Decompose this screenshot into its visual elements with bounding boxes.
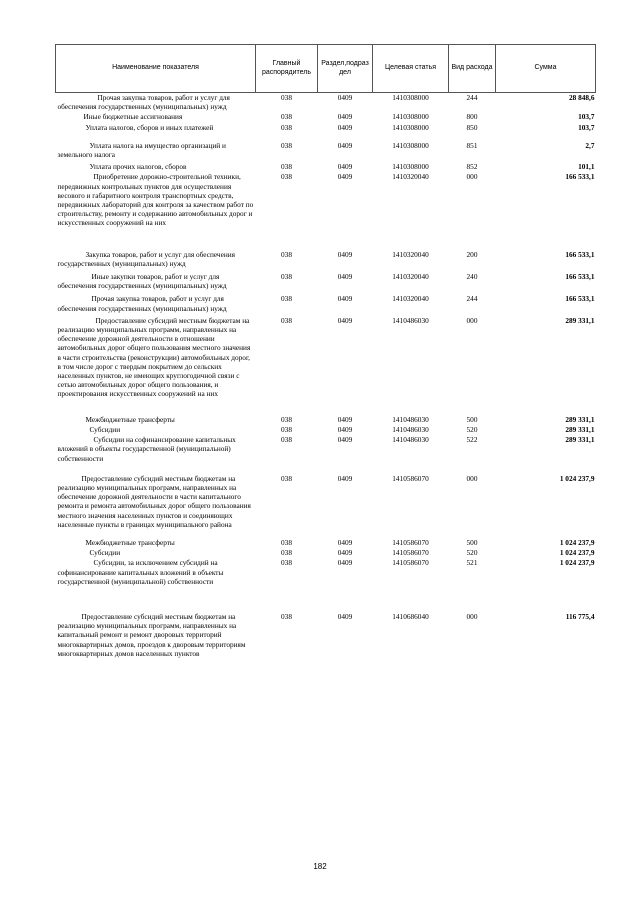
cell-sum: 103,7 [578, 122, 595, 132]
col-header-article: Целевая статья [373, 45, 449, 93]
row-name: Межбюджетные трансферты [85, 414, 175, 424]
cell-section: 0409 [337, 435, 353, 445]
table-row [56, 123, 596, 141]
cell-article: 1410320040 [392, 272, 429, 282]
table-row [56, 474, 596, 538]
row-name: Субсидии на софинансирование капитальных вложений в объекты государственной (муниципальной) собственности [57, 435, 236, 463]
cell-admin: 038 [281, 315, 292, 325]
cell-kind: 000 [466, 611, 478, 621]
cell-sum: 1 024 237,9 [559, 548, 595, 558]
cell-sum: 103,7 [578, 112, 595, 122]
cell-section: 0409 [337, 537, 353, 547]
budget-table [55, 44, 596, 658]
row-name: Уплата налога на имущество организаций и земельного налога [57, 140, 226, 160]
cell-admin: 038 [281, 249, 292, 259]
cell-kind: 240 [466, 272, 478, 282]
col-header-admin: Главный распорядитель [256, 45, 318, 93]
row-name: Уплата прочих налогов, сборов [89, 162, 187, 172]
table-row [56, 612, 596, 658]
cell-admin: 038 [281, 435, 292, 445]
table-row [56, 250, 596, 272]
table-row [56, 538, 596, 548]
cell-section: 0409 [337, 122, 353, 132]
cell-admin: 038 [281, 558, 292, 568]
table-row [56, 294, 596, 315]
cell-sum: 101,1 [578, 162, 595, 172]
cell-section: 0409 [337, 249, 353, 259]
cell-article: 1410586070 [392, 558, 429, 568]
cell-section: 0409 [337, 294, 353, 304]
table-row [56, 558, 596, 612]
cell-article: 1410308000 [392, 162, 429, 172]
cell-admin: 038 [281, 611, 292, 621]
cell-section: 0409 [337, 558, 353, 568]
cell-kind: 500 [466, 414, 478, 424]
cell-kind: 851 [466, 140, 478, 150]
cell-sum: 289 331,1 [565, 414, 595, 424]
cell-kind: 852 [466, 162, 478, 172]
cell-article: 1410308000 [392, 140, 429, 150]
cell-section: 0409 [337, 93, 353, 102]
cell-admin: 038 [281, 93, 292, 102]
cell-sum: 166 533,1 [565, 172, 595, 182]
cell-sum: 289 331,1 [565, 424, 595, 434]
row-name: Предоставление субсидий местным бюджетам на реализацию муниципальных программ, направленных на обеспечение дорожной деятельности в отношении автомобильных дорог общего пользования местного значения в части строительства (реконструкции) автомобильных дорог, в том числе дорог с твердым покрытием до сельских населенных пунктов, не имеющих круглогодичной связи с сетью автомобильных дорог общего пользования, и проектирования искусственных сооружений на них [57, 315, 251, 399]
cell-admin: 038 [281, 424, 292, 434]
col-header-kind: Вид расхода [449, 45, 496, 93]
cell-kind: 800 [466, 112, 478, 122]
cell-article: 1410486030 [392, 315, 429, 325]
cell-kind: 244 [466, 294, 478, 304]
cell-kind: 520 [466, 424, 478, 434]
cell-sum: 166 533,1 [565, 249, 595, 259]
cell-sum: 2,7 [585, 140, 595, 150]
table-row [56, 141, 596, 162]
cell-admin: 038 [281, 294, 292, 304]
cell-sum: 166 533,1 [565, 294, 595, 304]
cell-admin: 038 [281, 548, 292, 558]
cell-admin: 038 [281, 172, 292, 182]
cell-article: 1410486030 [392, 424, 429, 434]
cell-admin: 038 [281, 414, 292, 424]
table-row [56, 548, 596, 558]
row-name: Иные бюджетные ассигнования [83, 112, 183, 122]
cell-article: 1410320040 [392, 172, 429, 182]
cell-kind: 520 [466, 548, 478, 558]
row-name: Предоставление субсидий местным бюджетам на реализацию муниципальных программ, направленных на обеспечение дорожной деятельности в части капитального ремонта и ремонта автомобильных дорог общего пользования местного значения населенных пунктов и соединяющих населенные пункты в границах муниципального района [57, 473, 251, 529]
cell-section: 0409 [337, 140, 353, 150]
row-name: Прочая закупка товаров, работ и услуг для обеспечения государственных (муниципальных) нужд [57, 294, 227, 313]
cell-article: 1410586070 [392, 548, 429, 558]
row-name: Приобретение дорожно-строительной техники, передвижных контрольных пунктов для осуществления весового и габаритного контроля транспортных средств, передвижных лабораторий для контроля за качеством работ по строительству, ремонту и содержанию автомобильных дорог и искусственных сооружений на них [57, 172, 254, 228]
table-row [56, 425, 596, 435]
col-header-name: Наименование показателя [56, 45, 256, 93]
cell-article: 1410586070 [392, 537, 429, 547]
cell-kind: 200 [466, 249, 478, 259]
cell-kind: 000 [466, 172, 478, 182]
cell-kind: 000 [466, 315, 478, 325]
cell-article: 1410320040 [392, 294, 429, 304]
table-header-row [56, 45, 596, 93]
col-header-section: Раздел,подраз дел [318, 45, 373, 93]
row-name: Межбюджетные трансферты [85, 537, 175, 547]
cell-article: 1410320040 [392, 249, 429, 259]
cell-kind: 244 [466, 93, 478, 102]
cell-article: 1410486030 [392, 435, 429, 445]
cell-section: 0409 [337, 172, 353, 182]
row-name: Уплата налогов, сборов и иных платежей [85, 122, 214, 132]
table-row [56, 112, 596, 122]
cell-sum: 1 024 237,9 [559, 558, 595, 568]
table-row [56, 93, 596, 113]
cell-section: 0409 [337, 162, 353, 172]
cell-sum: 289 331,1 [565, 435, 595, 445]
cell-kind: 521 [466, 558, 478, 568]
row-name: Закупка товаров, работ и услуг для обеспечения государственных (муниципальных) нужд [57, 249, 235, 268]
cell-sum: 28 848,6 [568, 93, 595, 102]
cell-kind: 500 [466, 537, 478, 547]
cell-article: 1410486030 [392, 414, 429, 424]
cell-section: 0409 [337, 272, 353, 282]
table-row [56, 435, 596, 474]
cell-article: 1410308000 [392, 112, 429, 122]
cell-section: 0409 [337, 424, 353, 434]
cell-kind: 000 [466, 473, 478, 483]
table-row [56, 415, 596, 425]
col-header-sum: Сумма [496, 45, 596, 93]
cell-article: 1410308000 [392, 122, 429, 132]
cell-sum: 116 775,4 [565, 611, 595, 621]
cell-kind: 522 [466, 435, 478, 445]
row-name: Иные закупки товаров, работ и услуг для обеспечения государственных (муниципальных) нужд [57, 272, 227, 291]
cell-sum: 289 331,1 [565, 315, 595, 325]
cell-admin: 038 [281, 473, 292, 483]
table-row [56, 172, 596, 249]
cell-article: 1410586070 [392, 473, 429, 483]
cell-admin: 038 [281, 122, 292, 132]
cell-article: 1410308000 [392, 93, 429, 102]
budget-table-page [55, 44, 595, 658]
cell-section: 0409 [337, 414, 353, 424]
table-row [56, 272, 596, 294]
row-name: Субсидии [89, 424, 121, 434]
cell-sum: 1 024 237,9 [559, 537, 595, 547]
cell-section: 0409 [337, 473, 353, 483]
row-name: Субсидии, за исключением субсидий на софинансирование капитальных вложений в объекты государственной (муниципальной) собственности [57, 558, 224, 586]
table-row [56, 316, 596, 415]
cell-sum: 1 024 237,9 [559, 473, 595, 483]
table-row [56, 162, 596, 172]
cell-section: 0409 [337, 112, 353, 122]
cell-sum: 166 533,1 [565, 272, 595, 282]
cell-article: 1410686040 [392, 611, 429, 621]
cell-admin: 038 [281, 140, 292, 150]
row-name: Прочая закупка товаров, работ и услуг для обеспечения государственных (муниципальных) нужд [57, 93, 230, 112]
cell-admin: 038 [281, 272, 292, 282]
cell-admin: 038 [281, 162, 292, 172]
cell-admin: 038 [281, 112, 292, 122]
row-name: Предоставление субсидий местным бюджетам на реализацию муниципальных программ, направленных на капитальный ремонт и ремонт дворовых территорий многоквартирных домов, проездов к дворовым территориям многоквартирных домов населенных пунктов [57, 611, 246, 658]
row-name: Субсидии [89, 548, 121, 558]
page-number: 182 [313, 862, 327, 871]
cell-section: 0409 [337, 611, 353, 621]
cell-section: 0409 [337, 548, 353, 558]
cell-section: 0409 [337, 315, 353, 325]
cell-admin: 038 [281, 537, 292, 547]
cell-kind: 850 [466, 122, 478, 132]
